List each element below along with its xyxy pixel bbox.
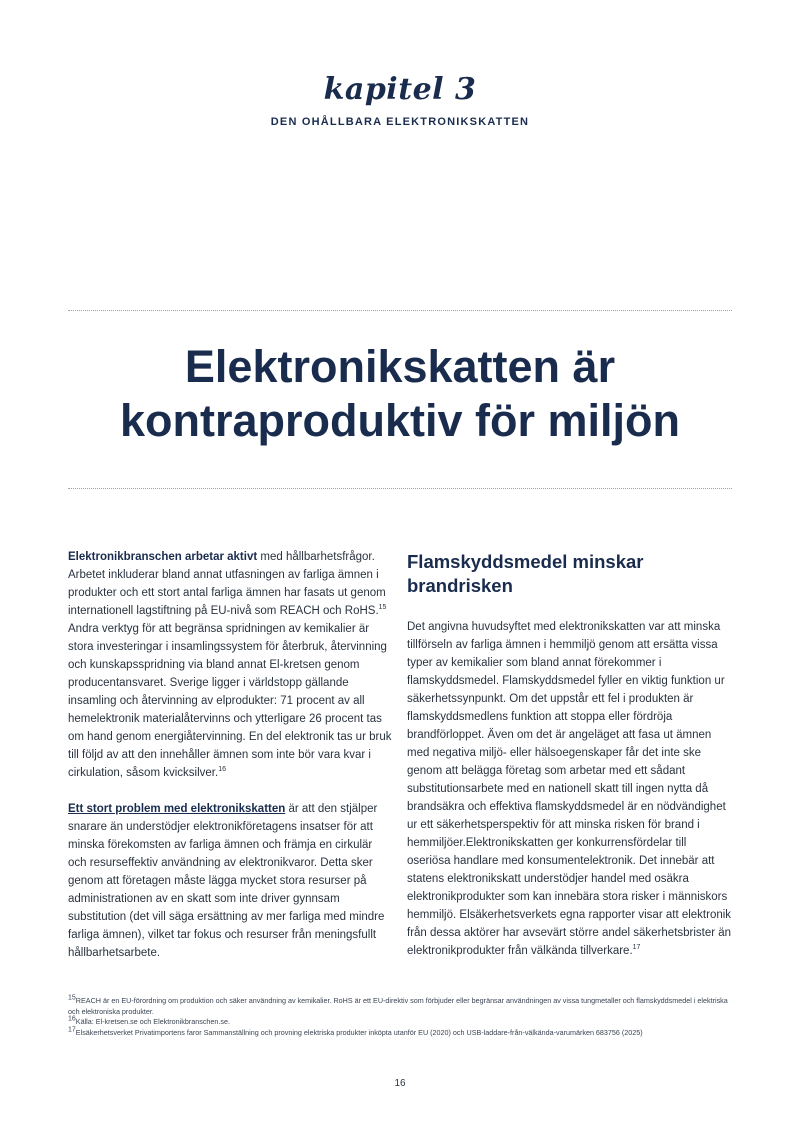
footnote-15: [68, 996, 732, 1017]
footnote-ref: 15: [378, 604, 387, 612]
page-title-line2: kontraproduktiv för miljön: [119, 395, 681, 446]
section-heading: Flamskyddsmedel minskar brandrisken: [407, 551, 644, 596]
paragraph-text: med hållbarhetsfrågor. Arbetet inkluderar bland annat utfasningen av farliga ämnen i produkter och ett stort antal farliga ämnen har fasats ut genom internationell lagstiftning på EU-nivå som REACH och RoHS.: [68, 551, 386, 617]
paragraph-text: Andra verktyg för att begränsa spridningen av kemikalier är stora investeringar i insamlingssystem för återbruk, återvinning och kunskapsspridning via bland annat El-kretsen genom producentansvaret. Sverige ligger i världstopp gällande insamling och återvinning av elprodukter: 71 procent av all hemelektronik materialåtervinns och ytterligare 26 procent tas om hand genom energiåtervinning. En del elektronik tas ur bruk till följd av att den innehåller ämnen som inte bör vara kvar i cirkulation, såsom kvicksilver.: [68, 623, 392, 779]
footnote-text: REACH är en EU-förordning om produktion och säker användning av kemikalier. RoHS är ett EU-direktiv som förbjuder eller begränsar användningen av vissa tungmetaller och flamskyddsmedel i elektriska och elektroniska produkter.: [68, 996, 728, 1016]
paragraph-problem: [68, 800, 393, 962]
footnote-text: Källa: El-kretsen.se och Elektronikbranschen.se.: [75, 1017, 231, 1026]
footnotes: [68, 996, 732, 1038]
divider-bottom: [68, 488, 732, 489]
divider-top: [68, 310, 732, 311]
paragraph-intro: [68, 548, 393, 782]
page-title: [0, 340, 800, 448]
paragraph-lead: Elektronikbranschen arbetar aktivt: [68, 551, 258, 563]
footnote-16: [68, 1017, 732, 1028]
left-column: [68, 548, 393, 980]
chapter-subtitle: DEN OHÅLLBARA ELEKTRONIKSKATTEN: [270, 116, 530, 128]
page-title-line1: Elektronikskatten är: [184, 341, 616, 392]
footnote-17: [68, 1028, 732, 1039]
footnote-number: 15: [68, 994, 76, 1002]
paragraph-text: Det angivna huvudsyftet med elektronikskatten var att minska tillförseln av farliga ämnen i hemmiljö genom att ersätta vissa typer av kemikalier som bland annat förekommer i flamskyddsmedel. Flamskyddsmedel fyller en viktig funktion ur säkerhetssynpunkt. Om det uppstår ett fel i produkten är flamskyddsmedlens funktion att stoppa eller fördröja brandförloppet. Även om det är angeläget att fasa ut ämnen med negativa miljö- eller hälsoegenskaper får det inte ske genom att belägga företag som arbetar med ett sådant substitutionsarbete med en nationell skatt till ingen nytta då brandsäkra och effektiva flamskyddsmedel är en nödvändighet ur ett säkerhetsperspektiv för att minska risken för brand i hemmiljöer.Elektronikskatten ger konkurrensfördelar till oseriösa handlare med konsumentelektronik. Det innebär att statens elektronikskatt understödjer handel med osäkra elektronikprodukter som kan innebära stora risker i människors hemmiljö. Elsäkerhetsverkets egna rapporter visar att elektronik från dessa aktörer har avsevärt större andel säkerhetsbrister än elektronikprodukter från välkända tillverkare.: [407, 621, 732, 957]
paragraph-lead: Ett stort problem med elektronikskatten: [68, 803, 286, 815]
chapter-label: kapitel 3: [323, 72, 477, 107]
footnote-number: 16: [68, 1015, 76, 1023]
footnote-ref: 16: [218, 766, 226, 774]
footnote-ref: 17: [632, 944, 641, 952]
footnote-text: Elsäkerhetsverket Privatimportens faror Sammanställning och provning elektriska produkter inköpta utanför EU (2020) och USB-laddare-från-välkända-varumärken 683756 (2025): [75, 1027, 643, 1037]
paragraph-flame-retardants: [407, 618, 732, 960]
paragraph-text: är att den stjälper snarare än understödjer elektronikföretagens insatser för att minska förekomsten av farliga ämnen och främja en cirkulär och resurseffektiv användning av elektronikvaror. Detta sker genom att företagen måste lägga mycket stora resurser på administrationen av en skatt som inte driver gynnsam substitution (det vill säga ersättning av mer farliga med mindre farliga ämnen), vilket tar fokus och resurser från meningsfullt hållbarhetsarbete.: [68, 803, 385, 959]
page-number: 16: [394, 1078, 406, 1089]
footnote-number: 17: [68, 1026, 76, 1034]
right-column: [407, 548, 732, 978]
